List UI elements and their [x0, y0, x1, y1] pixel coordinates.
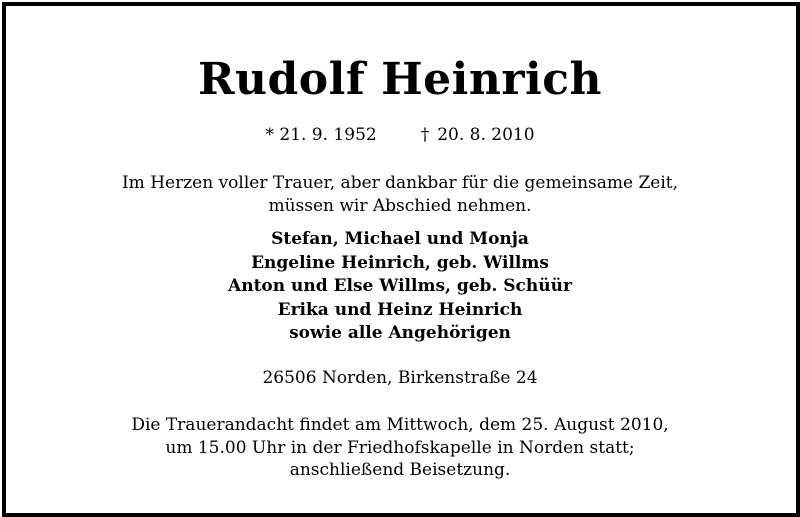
service-line: um 15.00 Uhr in der Friedhofskapelle in Norden statt;: [165, 437, 635, 458]
life-dates: [0, 124, 800, 146]
mourner-entry: Stefan, Michael und Monja: [271, 229, 529, 249]
mourner-entry: Erika und Heinz Heinrich: [277, 299, 523, 320]
birth-date: * 21. 9. 1952: [265, 125, 377, 145]
address: 26506 Norden, Birkenstraße 24: [262, 368, 538, 388]
service-info: [0, 414, 800, 482]
intro-text: [0, 172, 800, 218]
mourner-entry: sowie alle Angehörigen: [289, 323, 511, 343]
death-date: 20. 8. 2010: [437, 125, 535, 145]
cross-icon: †: [420, 125, 430, 145]
mourners-list: [0, 228, 800, 346]
service-line: Die Trauerandacht findet am Mittwoch, dem 25. August 2010,: [131, 415, 669, 435]
service-line: anschließend Beisetzung.: [289, 460, 511, 480]
intro-line: müssen wir Abschied nehmen.: [268, 196, 532, 216]
mourner-entry: Engeline Heinrich, geb. Willms: [251, 252, 549, 273]
intro-line: Im Herzen voller Trauer, aber dankbar für die gemeinsame Zeit,: [121, 173, 679, 193]
mourner-entry: Anton und Else Willms, geb. Schüür: [228, 276, 572, 296]
deceased-name: Rudolf Heinrich: [197, 54, 603, 105]
